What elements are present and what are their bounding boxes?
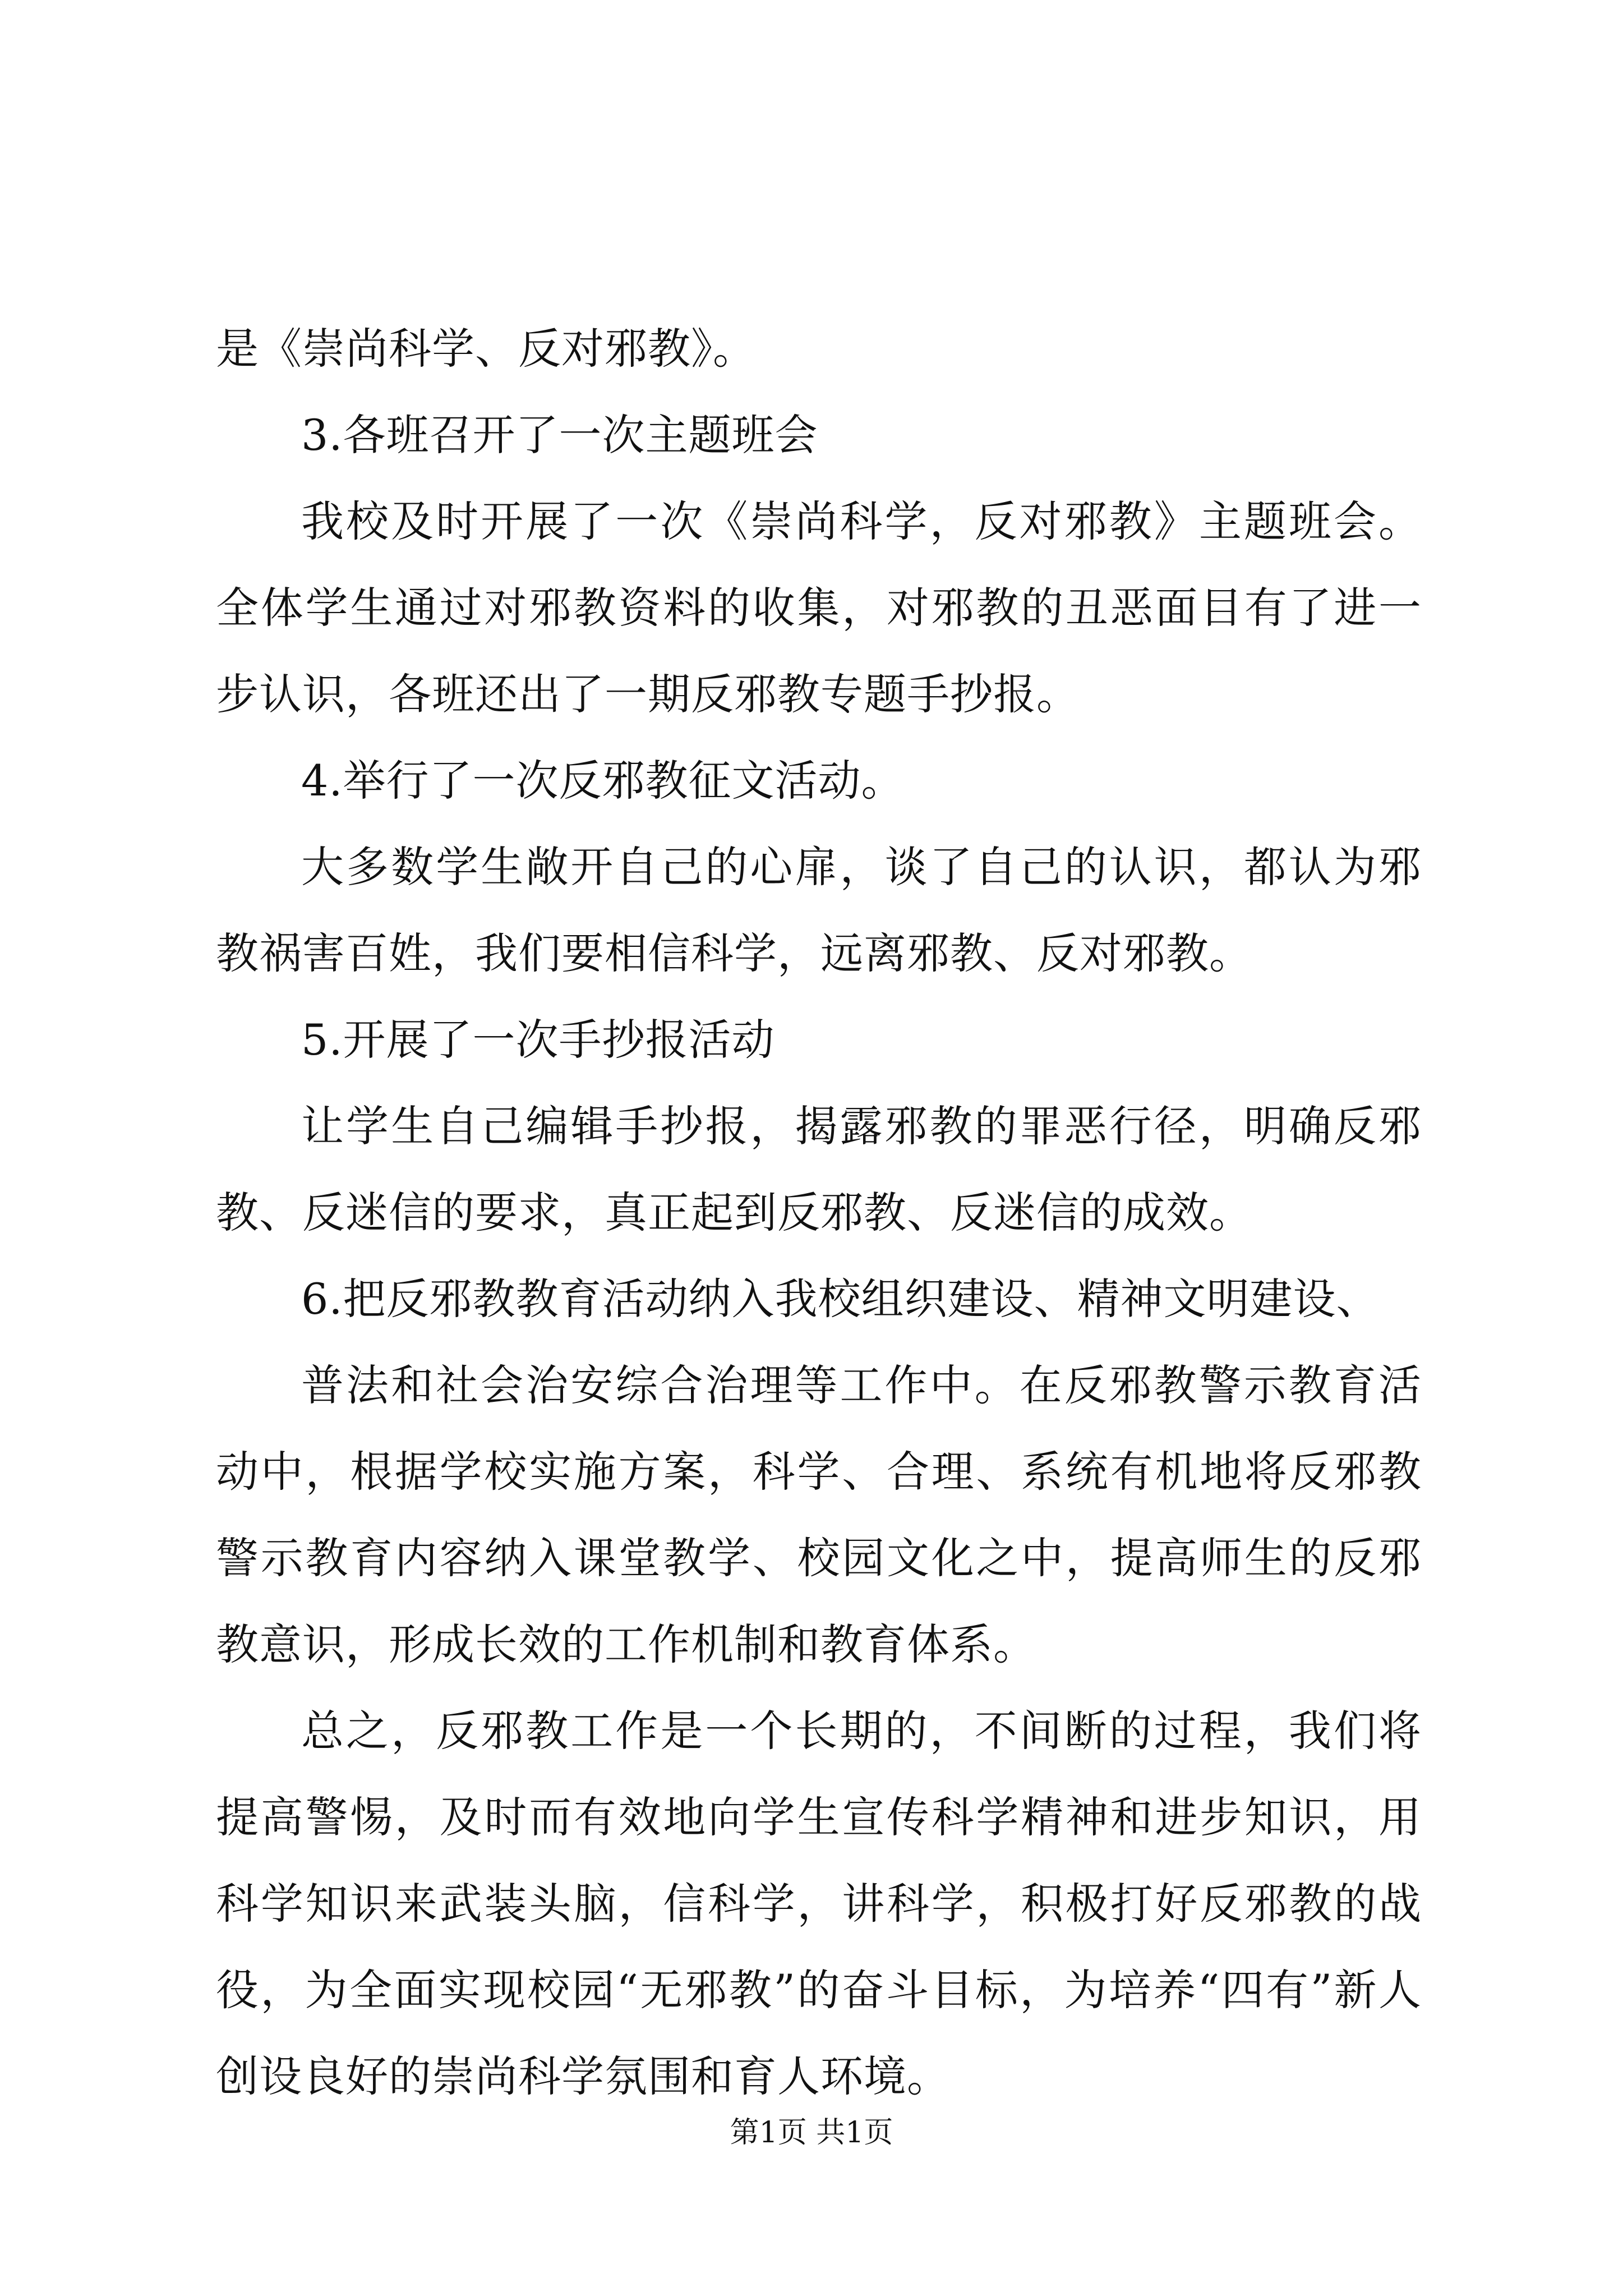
paragraph-6: 5.开展了一次手抄报活动 (301, 1015, 775, 1065)
paragraph-5: 大多数学生敞开自己的心扉，谈了自己的认识，都认为邪教祸害百姓，我们要相信科学，远离邪教、反对邪教。 (216, 842, 1422, 978)
paragraph-9: 普法和社会治安综合治理等工作中。在反邪教警示教育活动中，根据学校实施方案，科学、合理、系统有机地将反邪教警示教育内容纳入课堂教学、校园文化之中，提高师生的反邪教意识，形成长效的工作机制和教育体系。 (216, 1360, 1422, 1669)
paragraph-10: 总之，反邪教工作是一个长期的，不间断的过程，我们将提高警惕，及时而有效地向学生宣传科学精神和进步知识，用科学知识来武装头脑，信科学，讲科学，积极打好反邪教的战役，为全面实现校园“无邪教”的奋斗目标，为培养“四有”新人创设良好的崇尚科学氛围和育人环境。 (216, 1706, 1422, 2101)
paragraph-3: 我校及时开展了一次《崇尚科学，反对邪教》主题班会。全体学生通过对邪教资料的收集，对邪教的丑恶面目有了进一步认识，各班还出了一期反邪教专题手抄报。 (216, 496, 1422, 719)
page-footer: 第1页 共1页 (730, 2116, 893, 2150)
paragraph-7: 让学生自己编辑手抄报，揭露邪教的罪恶行径，明确反邪教、反迷信的要求，真正起到反邪教、反迷信的成效。 (216, 1101, 1422, 1237)
document-body (216, 306, 1422, 2120)
paragraph-2: 3.各班召开了一次主题班会 (301, 410, 818, 460)
paragraph-4: 4.举行了一次反邪教征文活动。 (301, 756, 905, 806)
paragraph-8: 6.把反邪教教育活动纳入我校组织建设、精神文明建设、 (301, 1274, 1380, 1324)
paragraph-1: 是《崇尚科学、反对邪教》。 (216, 324, 756, 374)
